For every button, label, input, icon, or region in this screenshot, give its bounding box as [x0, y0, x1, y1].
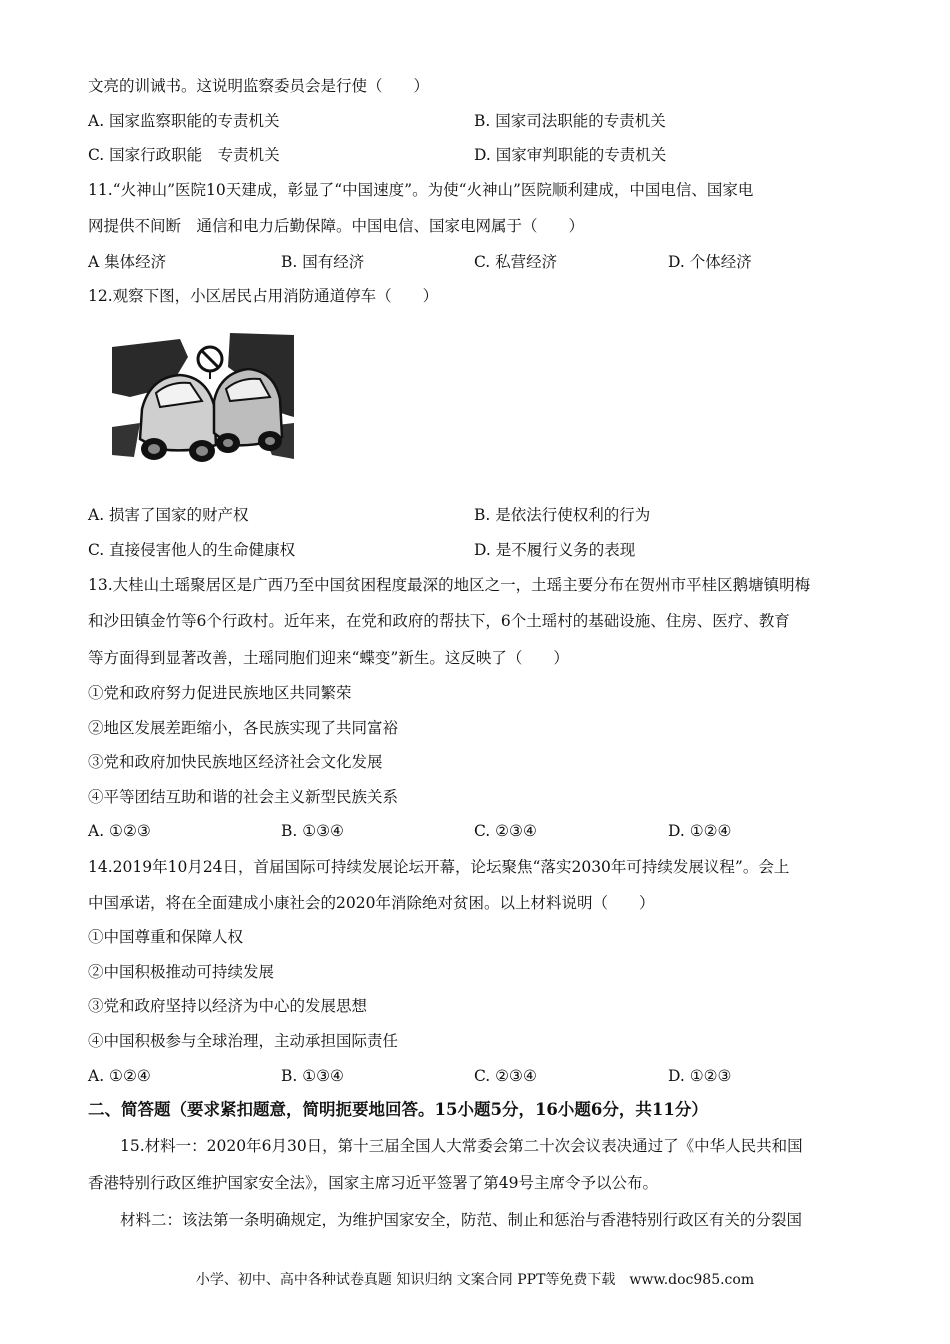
q13-option-b[interactable]: B. ①③④ [281, 822, 344, 840]
q11-option-b[interactable]: B. 国有经济 [281, 253, 365, 271]
intro-line: 文亮的训诫书。这说明监察委员会是行使（ ） [88, 77, 430, 95]
q13-option-d[interactable]: D. ①②④ [668, 822, 732, 840]
q11-option-c[interactable]: C. 私营经济 [474, 253, 558, 271]
q14-option-a[interactable]: A. ①②④ [88, 1067, 151, 1085]
q13-item-3: ③党和政府加快民族地区经济社会文化发展 [88, 753, 383, 771]
q14-stem-line-1: 14.2019年10月24日，首届国际可持续发展论坛开幕，论坛聚焦“落实2030年可持续发展议程”。会上 [88, 858, 790, 876]
q13-item-1: ①党和政府努力促进民族地区共同繁荣 [88, 684, 352, 702]
section-2-heading: 二、简答题（要求紧扣题意，简明扼要地回答。15小题5分，16小题6分，共11分） [88, 1100, 708, 1119]
q15-material-1-line-2: 香港特别行政区维护国家安全法》，国家主席习近平签署了第49号主席令予以公布。 [88, 1174, 658, 1192]
q14-option-b[interactable]: B. ①③④ [281, 1067, 344, 1085]
q12-option-c[interactable]: C. 直接侵害他人的生命健康权 [88, 541, 296, 559]
q11-stem-line-2: 网提供不间断 通信和电力后勤保障。中国电信、国家电网属于（ ） [88, 217, 585, 235]
q13-option-a[interactable]: A. ①②③ [88, 822, 151, 840]
q14-item-1: ①中国尊重和保障人权 [88, 928, 244, 946]
q13-item-4: ④平等团结互助和谐的社会主义新型民族关系 [88, 788, 399, 806]
q10-option-c[interactable]: C. 国家行政职能 专责机关 [88, 146, 280, 164]
q11-option-d[interactable]: D. 个体经济 [668, 253, 752, 271]
q10-option-d[interactable]: D. 国家审判职能的专责机关 [474, 146, 667, 164]
q11-stem-line-1: 11.“火神山”医院10天建成，彰显了“中国速度”。为使“火神山”医院顺利建成，中国电信、国家电 [88, 181, 754, 199]
q12-option-b[interactable]: B. 是依法行使权利的行为 [474, 506, 651, 524]
q10-option-a[interactable]: A. 国家监察职能的专责机关 [88, 112, 280, 130]
q14-option-d[interactable]: D. ①②③ [668, 1067, 732, 1085]
q14-item-3: ③党和政府坚持以经济为中心的发展思想 [88, 997, 368, 1015]
page-footer: 小学、初中、高中各种试卷真题 知识归纳 文案合同 PPT等免费下载 www.doc985.com [195, 1272, 755, 1288]
q12-option-a[interactable]: A. 损害了国家的财产权 [88, 506, 249, 524]
q15-material-2-line-1: 材料二：该法第一条明确规定，为维护国家安全，防范、制止和惩治与香港特别行政区有关的分裂国 [120, 1211, 803, 1229]
q14-option-c[interactable]: C. ②③④ [474, 1067, 537, 1085]
q13-stem-line-2: 和沙田镇金竹等6个行政村。近年来，在党和政府的帮扶下，6个土瑶村的基础设施、住房、医疗、教育 [88, 612, 790, 630]
q13-option-c[interactable]: C. ②③④ [474, 822, 537, 840]
q14-item-2: ②中国积极推动可持续发展 [88, 963, 275, 981]
q14-stem-line-2: 中国承诺，将在全面建成小康社会的2020年消除绝对贫困。以上材料说明（ ） [88, 894, 655, 912]
q14-item-4: ④中国积极参与全球治理，主动承担国际责任 [88, 1032, 399, 1050]
q13-stem-line-3: 等方面得到显著改善，土瑶同胞们迎来“蝶变”新生。这反映了（ ） [88, 649, 569, 667]
q15-material-1-line-1: 15.材料一：2020年6月30日，第十三届全国人大常委会第二十次会议表决通过了《中华人民共和国 [120, 1137, 803, 1155]
q10-option-b[interactable]: B. 国家司法职能的专责机关 [474, 112, 666, 130]
q11-option-a[interactable]: A 集体经济 [88, 253, 167, 271]
q12-option-d[interactable]: D. 是不履行义务的表现 [474, 541, 636, 559]
q13-item-2: ②地区发展差距缩小，各民族实现了共同富裕 [88, 719, 399, 737]
q13-stem-line-1: 13.大桂山土瑶聚居区是广西乃至中国贫困程度最深的地区之一，土瑶主要分布在贺州市平桂区鹅塘镇明梅 [88, 576, 811, 594]
parking-illustration [110, 327, 296, 475]
q12-stem-line-1: 12.观察下图，小区居民占用消防通道停车（ ） [88, 287, 439, 305]
